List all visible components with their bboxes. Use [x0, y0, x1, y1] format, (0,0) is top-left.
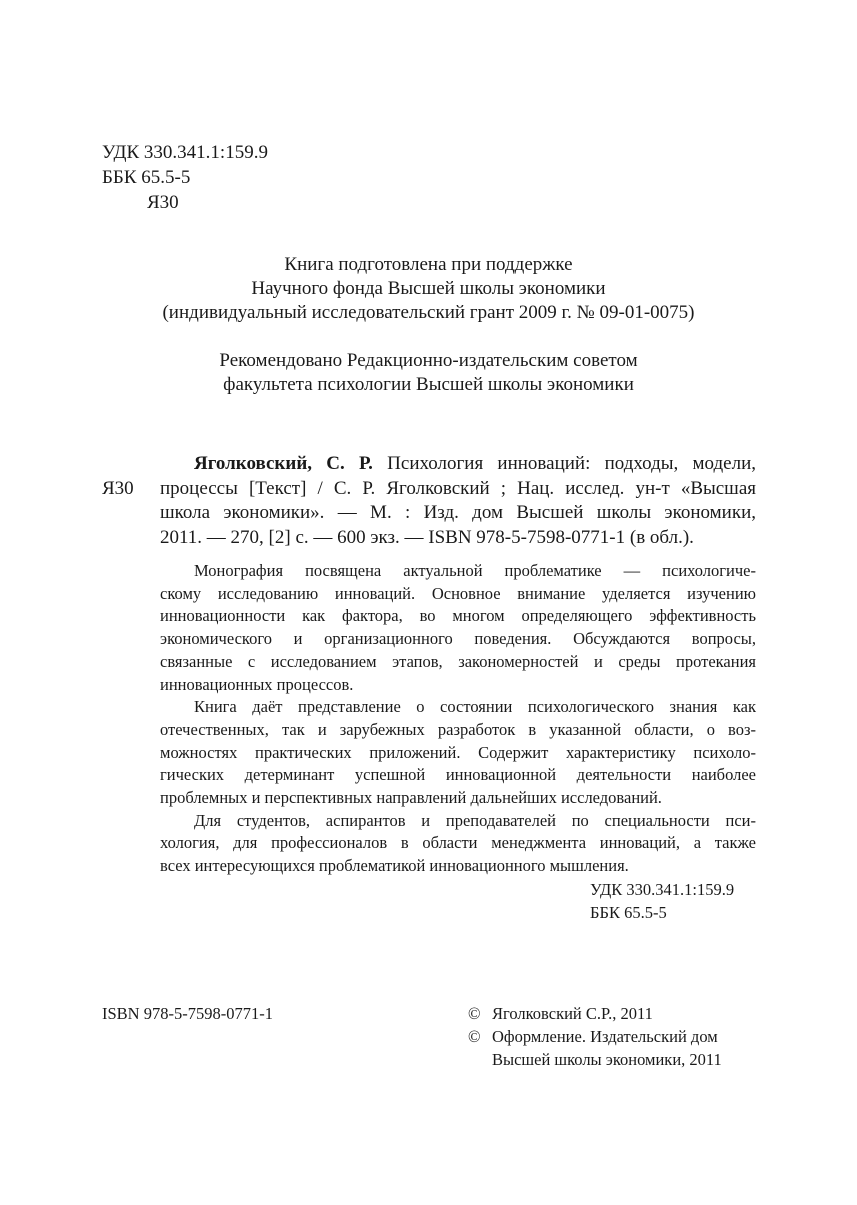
author-mark: Я30 [147, 192, 179, 213]
annotation-line: Монография посвящена актуальной проблематике — психологиче- [194, 561, 756, 580]
codes-right [590, 879, 734, 924]
annotation-line: Для студентов, аспирантов и преподавателей по специальности пси- [194, 810, 756, 830]
support-line: Научного фонда Высшей школы экономики [251, 278, 606, 299]
copyright-line: Оформление. Издательский дом [492, 1027, 718, 1046]
annotation-line: инновационности как фактора, во многом определяющего эффективность [160, 606, 756, 626]
udk-code-right: УДК 330.341.1:159.9 [590, 880, 735, 899]
udk-code: УДК 330.341.1:159.9 [102, 142, 268, 163]
annotation-line: гических детерминант успешной инновационной деятельности наиболее [160, 765, 756, 785]
annotation-line: отечественных, так и зарубежных разработок в указанной области, о воз- [160, 719, 756, 739]
recommendation-line: факультета психологии Высшей школы экономики [223, 374, 634, 395]
bib-author: Яголковский, С. Р. [194, 453, 373, 474]
annotation-line: инновационных процессов. [160, 674, 354, 694]
annotation-line: хология, для профессионалов в области менеджмента инноваций, а также [160, 833, 756, 853]
bbk-code: ББК 65.5-5 [102, 167, 191, 188]
bib-title: Психология инноваций: подходы, модели, [372, 453, 756, 474]
recommendation-line: Рекомендовано Редакционно-издательским советом [219, 350, 638, 371]
bibliographic-record [160, 452, 756, 550]
copyright-symbol: © [468, 1004, 481, 1023]
annotation-line: экономического и организационного поведения. Обсуждаются вопросы, [160, 629, 756, 649]
bib-line: процессы [Текст] / С. Р. Яголковский ; Нац. исслед. ун-т «Высшая [160, 477, 756, 499]
recommendation-note [0, 349, 857, 397]
bib-line: 2011. — 270, [2] с. — 600 экз. — ISBN 978-5-7598-0771-1 (в обл.). [160, 526, 694, 548]
copyright-row [468, 1002, 722, 1025]
annotation-line: можностях практических приложений. Содержит характеристику психоло- [160, 742, 756, 762]
annotation [160, 560, 756, 878]
annotation-line: Книга даёт представление о состоянии психологического знания как [194, 697, 756, 717]
support-line: Книга подготовлена при поддержке [284, 254, 573, 275]
annotation-line: скому исследованию инноваций. Основное внимание уделяется изучению [160, 583, 756, 603]
support-note [0, 253, 857, 325]
annotation-line: проблемных и перспективных направлений дальнейших исследований. [160, 788, 662, 808]
bib-line: школа экономики». — М. : Изд. дом Высшей школы экономики, [160, 502, 756, 523]
annotation-line: всех интересующихся проблематикой инновационного мышления. [160, 856, 629, 876]
support-line: (индивидуальный исследовательский грант 2009 г. № 09-01-0075) [162, 302, 695, 323]
bbk-code-right: ББК 65.5-5 [590, 902, 667, 922]
bib-line [160, 452, 756, 477]
annotation-line: связанные с исследованием этапов, закономерностей и среды протекания [160, 651, 756, 671]
copyright-line: Яголковский С.Р., 2011 [492, 1004, 653, 1023]
copyright-row [468, 1025, 722, 1048]
side-author-mark: Я30 [102, 478, 134, 499]
copyright-symbol: © [468, 1027, 481, 1046]
copyright-block [468, 1002, 722, 1071]
isbn: ISBN 978-5-7598-0771-1 [102, 1004, 273, 1023]
copyright-line: Высшей школы экономики, 2011 [492, 1050, 722, 1069]
